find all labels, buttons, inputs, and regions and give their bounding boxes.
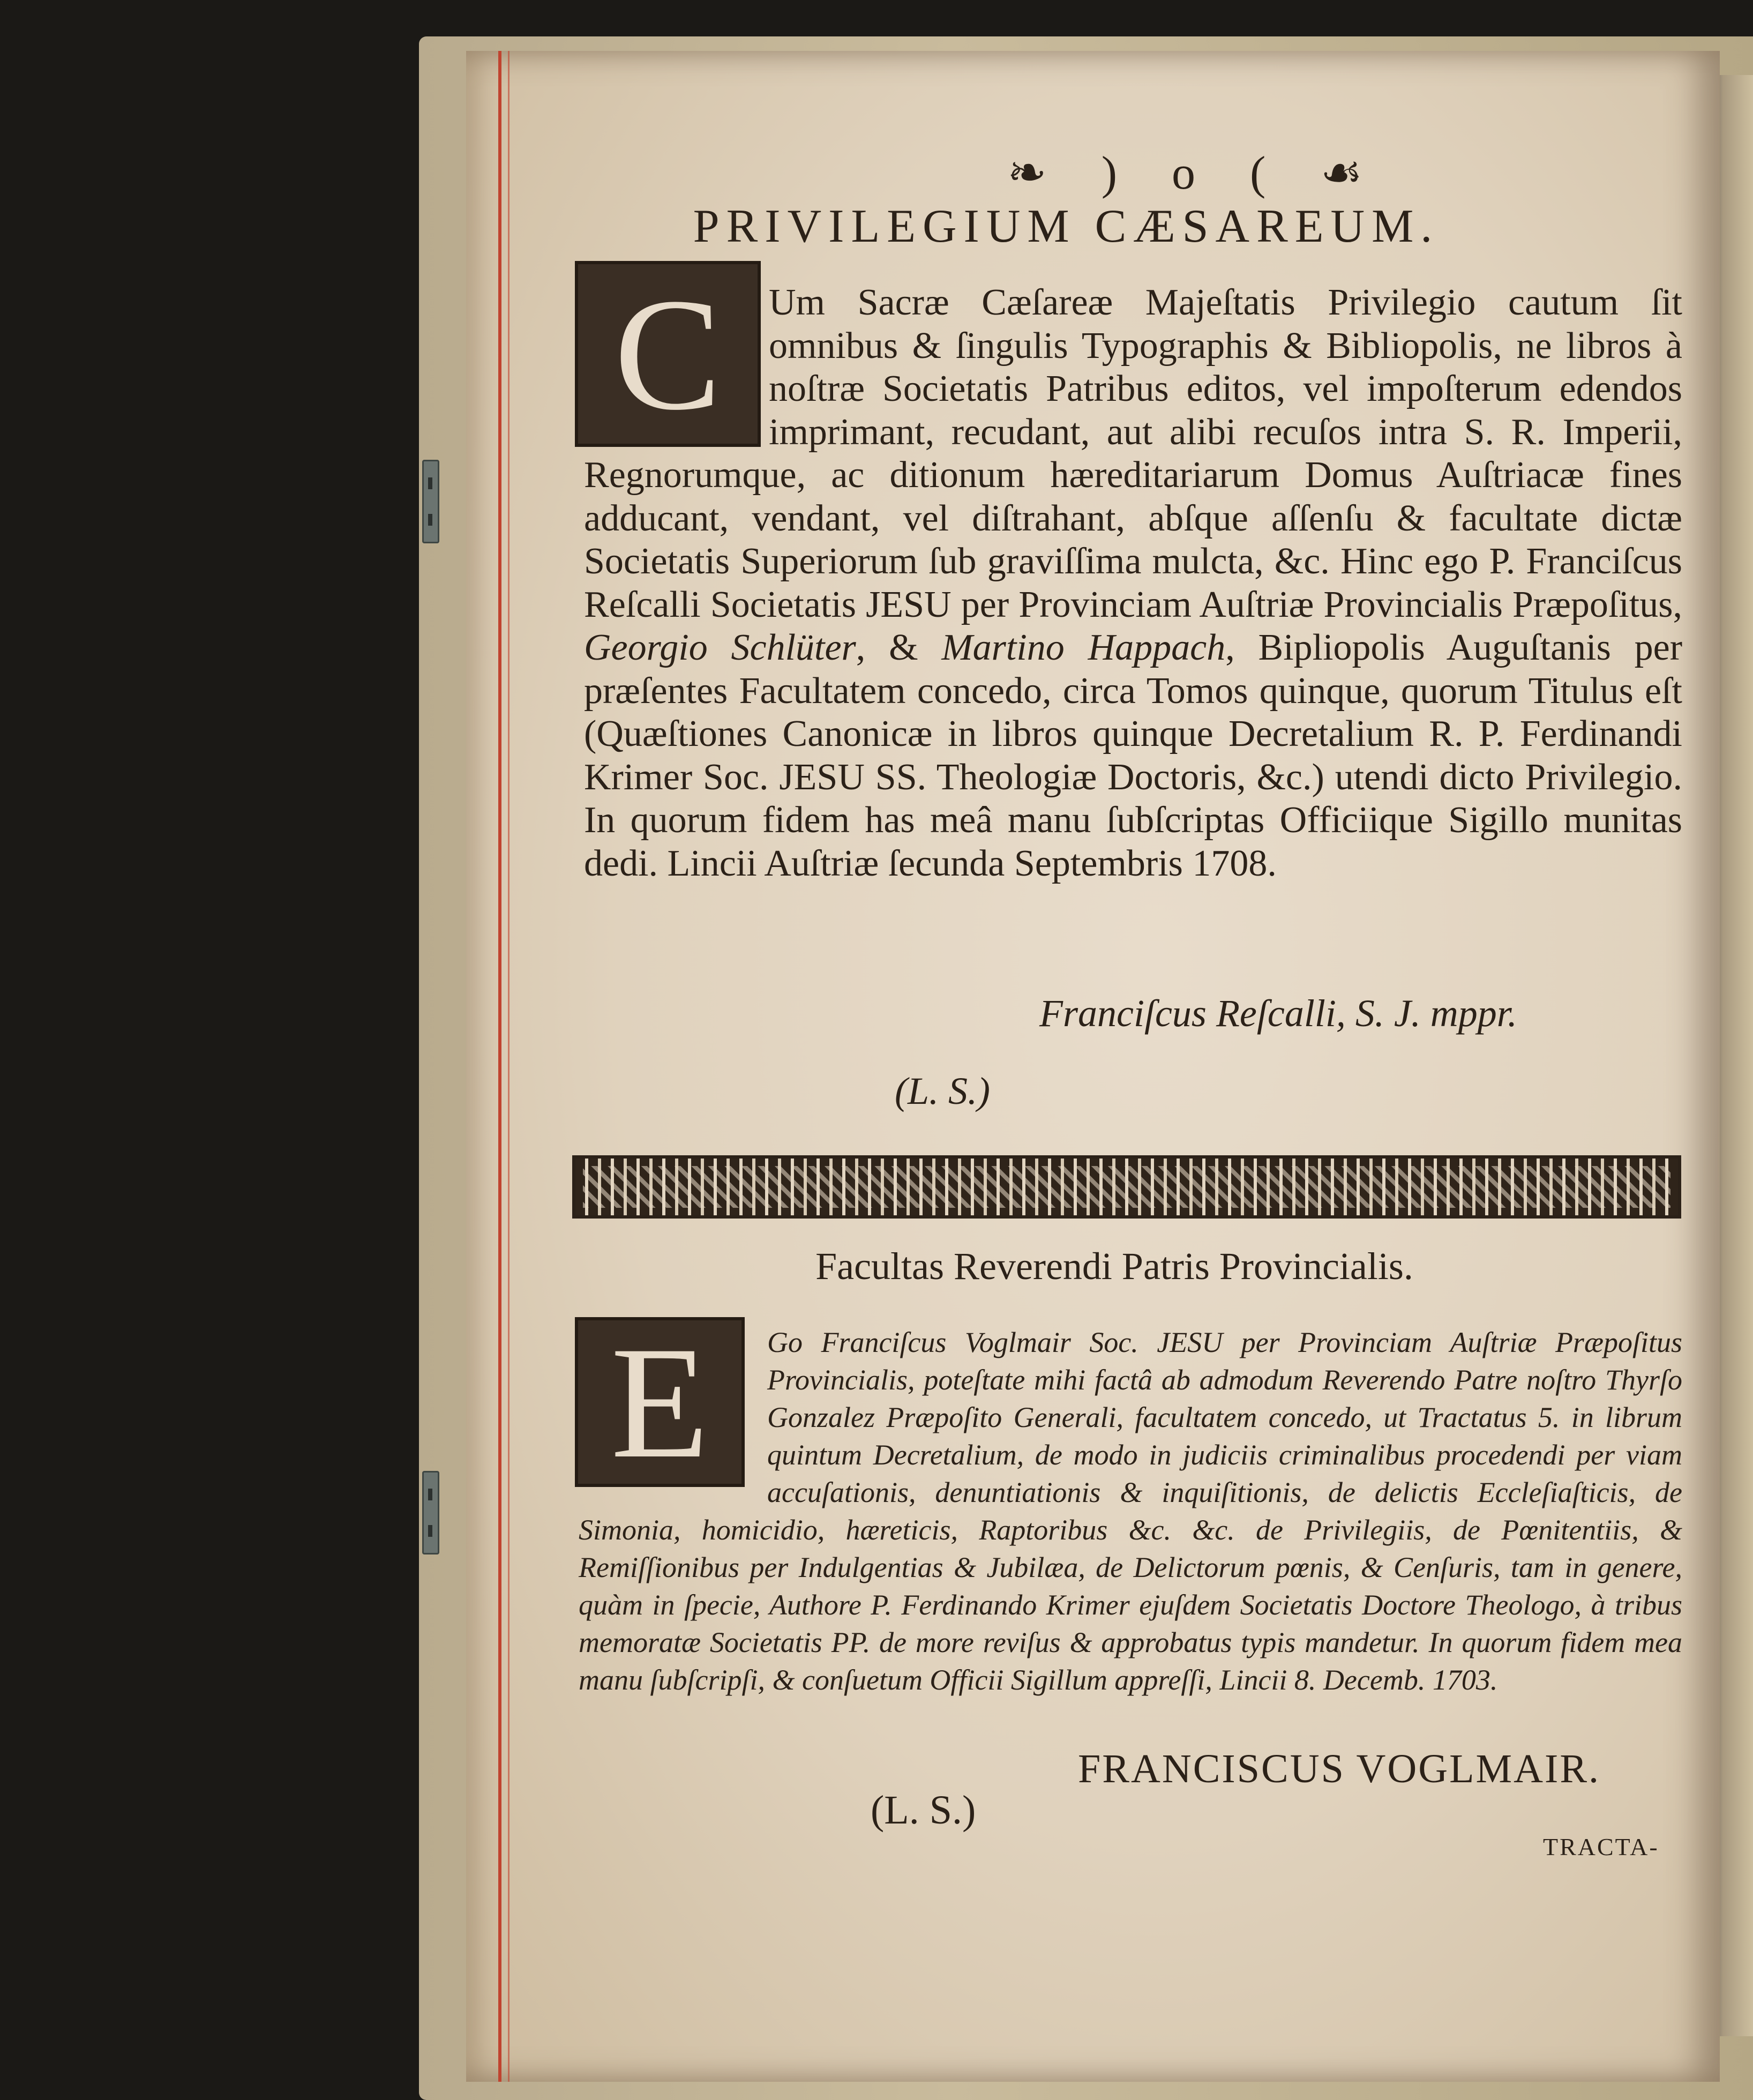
signature: FRANCISCUS VOGLMAIR.	[1078, 1746, 1601, 1791]
page-title: PRIVILEGIUM CÆSAREUM.	[693, 200, 1440, 252]
red-page-edge	[498, 51, 501, 2082]
book-clasp	[422, 460, 439, 543]
facultas-paragraph	[579, 1313, 1682, 1699]
signature: Franciſcus Reſcalli, S. J. mppr.	[1039, 992, 1517, 1035]
book-clasp	[422, 1471, 439, 1555]
bookseller-name: Martino Happach	[941, 627, 1226, 668]
header-ornament: ❧ ) o ( ☙	[1007, 147, 1384, 199]
privilege-paragraph	[584, 281, 1682, 885]
section-title: Facultas Reverendi Patris Provincialis.	[815, 1245, 1413, 1288]
seal-mark: (L. S.)	[895, 1070, 990, 1112]
initial-letter: E	[610, 1313, 709, 1491]
catchword: TRACTA-	[1543, 1833, 1659, 1860]
ornamental-band	[572, 1155, 1681, 1219]
red-page-edge	[508, 51, 510, 2082]
seal-mark: (L. S.)	[871, 1788, 976, 1833]
bookseller-name: Georgio Schlüter	[584, 627, 856, 668]
facultas-text: Go Franciſcus Voglmair Soc. JESU per Provinciam Auſtriæ Præpoſitus Provincialis, poteſtate mihi factâ ab admodum Reverendo Patre noſtro Thyrſo Gonzalez Præpoſito Generali, facultatem concedo, ut Tractatus 5. in librum quintum Decretalium, de modo in judiciis criminalibus procedendi per viam accuſationis, denuntiationis & inquiſitionis, de delictis Eccleſiaſticis, de Simonia, homicidio, hæreticis, Raptoribus &c. &c. de Privilegiis, de Pœnitentiis, & Remiſſionibus per Indulgentias & Jubilæa, de Delictorum pœnis, & Cenſuris, tam in genere, quàm in ſpecie, Authore P. Ferdinando Krimer ejuſdem Societatis Doctore Theologo, à tribus memoratæ Societatis PP. de more reviſus & approbatus typis mandetur. In quorum fidem mea manu ſubſcripſi, & conſuetum Officii Sigillum appreſſi, Lincii 8. Decemb. 1703.	[579, 1326, 1682, 1696]
privilege-text: Um Sacræ Cæſareæ Majeſtatis Privilegio cautum ſit omnibus & ſingulis Typographis & Bibliopolis, ne libros à noſtræ Societatis Patribus editos, vel impoſterum edendos imprimant, recudant, aut alibi recuſos intra S. R. Imperii, Regnorumque, ac ditionum hæreditariarum Domus Auſtriacæ fines adducant, vendant, vel diſtrahant, abſque aſſenſu & facultate dictæ Societatis Superiorum ſub graviſſima mulcta, &c. Hinc ego P. Franciſcus Reſcalli Societatis JESU per Provinciam Auſtriæ Provincialis Præpoſitus,	[584, 282, 1682, 625]
initial-letter: C	[614, 265, 722, 443]
privilege-separator: , &	[856, 627, 942, 668]
privilege-text-end: , Bipliopolis Auguſtanis per præſentes Facultatem concedo, circa Tomos quinque, quorum Titulus eſt (Quæſtiones Canonicæ in libros quinque Decretalium R. P. Ferdinandi Krimer Soc. JESU SS. Theologiæ Doctoris, &c.) utendi dicto Privilegio. In quorum fidem has meâ manu ſubſcriptas Officiique Sigillo munitas dedi. Lincii Auſtriæ ſecunda Septembris 1708.	[584, 627, 1682, 884]
